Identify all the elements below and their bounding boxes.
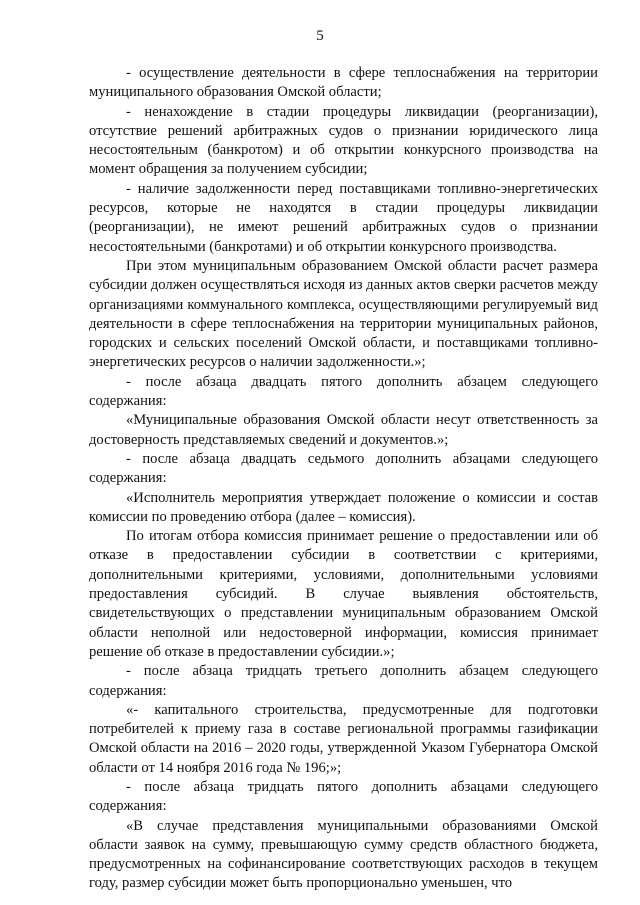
paragraph-5: - после абзаца двадцать пятого дополнить абзацем следующего содержания: <box>89 373 598 410</box>
paragraph-2: - ненахождение в стадии процедуры ликвидации (реорганизации), отсутствие решений арбитражных судов о признании юридического лица несостоятельным (банкротом) и об открытии конкурсного производства на момент обращения за получением субсидии; <box>89 103 598 178</box>
paragraph-6: «Муниципальные образования Омской области несут ответственность за достоверность представляемых сведений и документов.»; <box>89 412 598 448</box>
paragraph-8: «Исполнитель мероприятия утверждает положение о комиссии и состав комиссии по проведению отбора (далее – комиссия). <box>89 489 598 525</box>
paragraph-7: - после абзаца двадцать седьмого дополнить абзацами следующего содержания: <box>89 450 598 487</box>
document-body <box>89 64 598 894</box>
paragraph-4: При этом муниципальным образованием Омской области расчет размера субсидии должен осуществляться исходя из данных актов сверки расчетов между организациями коммунального комплекса, осуществляющими регулируемый вид деятельности в сфере теплоснабжения на территории муниципальных районов, городских и сельских поселений Омской области, и поставщиками топливно-энергетических ресурсов о наличии задолженности.»; <box>89 257 598 371</box>
page-number: 5 <box>316 28 324 44</box>
paragraph-13: «В случае представления муниципальными образованиями Омской области заявок на сумму, превышающую сумму средств областного бюджета, предусмотренных на софинансирование соответствующих расходов в текущем году, размер субсидии может быть пропорционально уменьшен, что <box>89 817 598 892</box>
paragraph-10: - после абзаца тридцать третьего дополнить абзацем следующего содержания: <box>89 663 598 699</box>
paragraph-11: «- капитального строительства, предусмотренные для подготовки потребителей к приему газа в составе региональной программы газификации Омской области на 2016 – 2020 годы, утвержденной Указом Губернатора Омской области от 14 ноября 2016 года № 196;»; <box>89 701 598 776</box>
paragraph-9: По итогам отбора комиссия принимает решение о предоставлении или об отказе в предоставлении субсидии в соответствии с критериями, дополнительными критериями, условиями, дополнительными условиями предоставления субсидий. В случае выявления обстоятельств, свидетельствующих о представлении муниципальным образованием Омской области неполной или недостоверной информации, комиссия принимает решение об отказе в предоставлении субсидии.»; <box>89 528 598 660</box>
paragraph-12: - после абзаца тридцать пятого дополнить абзацами следующего содержания: <box>89 778 598 815</box>
paragraph-1: - осуществление деятельности в сфере теплоснабжения на территории муниципального образования Омской области; <box>89 65 598 101</box>
paragraph-3: - наличие задолженности перед поставщиками топливно-энергетических ресурсов, которые не находятся в стадии процедуры ликвидации (реорганизации), не имеют решений арбитражных судов о признании несостоятельными (банкротами) и об открытии конкурсного производства. <box>89 180 598 255</box>
